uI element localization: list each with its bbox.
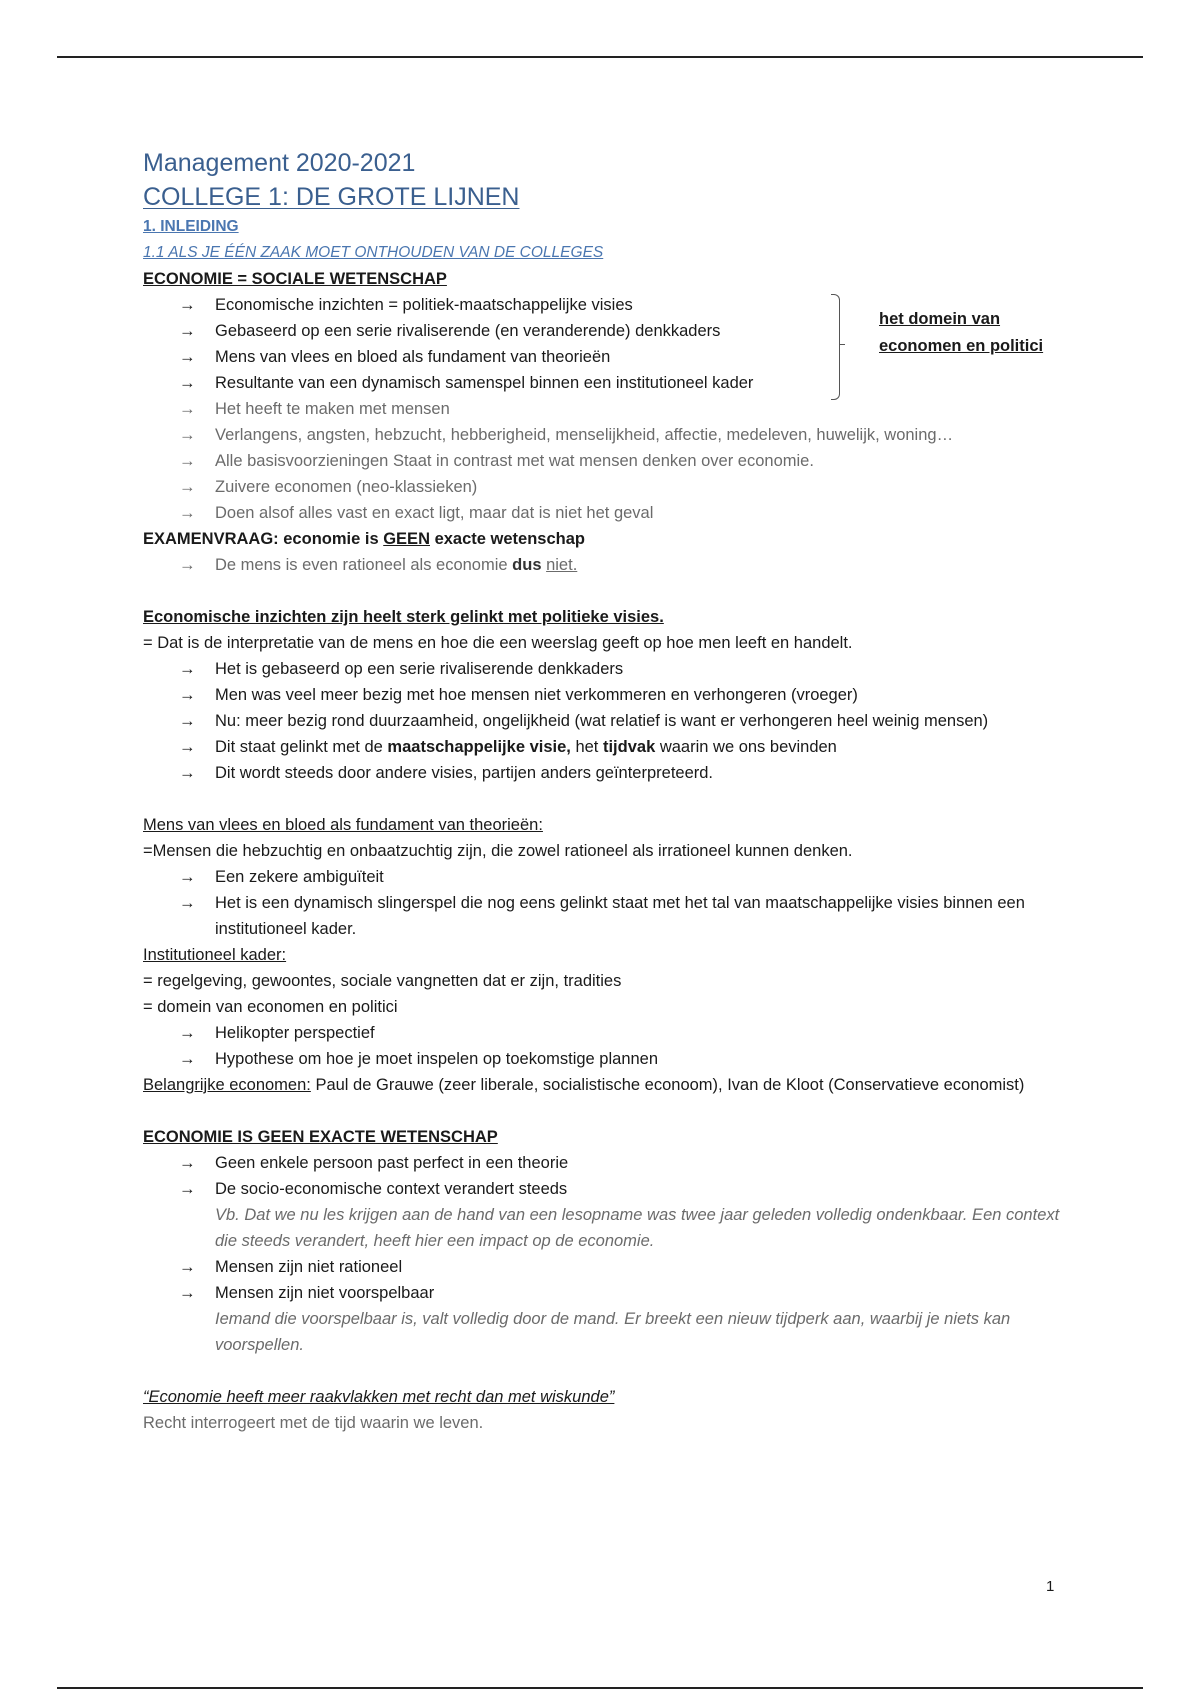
arrow-icon: → <box>179 556 196 574</box>
footer-rule <box>57 1687 1143 1689</box>
document-body <box>143 146 1063 1436</box>
arrow-icon: → <box>179 1180 196 1198</box>
list-item: → Men was veel meer bezig met hoe mensen niet verkommeren en verhongeren (vroeger) <box>143 682 1063 708</box>
list-item: → De socio-economische context verandert steeds <box>143 1176 1063 1202</box>
eco-heading: ECONOMIE = SOCIALE WETENSCHAP <box>143 270 447 288</box>
list-item: → Mensen zijn niet voorspelbaar <box>143 1280 1063 1306</box>
mens-bullet-list <box>143 864 1063 942</box>
section-heading-1-1: 1.1 ALS JE ÉÉN ZAAK MOET ONTHOUDEN VAN DE COLLEGES <box>143 244 604 261</box>
arrow-icon: → <box>179 1284 196 1302</box>
arrow-icon: → <box>179 868 196 886</box>
arrow-icon: → <box>179 426 196 444</box>
mens-definition: =Mensen die hebzuchtig en onbaatzuchtig zijn, die zowel rationeel als irrationeel kunnen denken. <box>143 842 853 860</box>
arrow-icon: → <box>179 296 196 314</box>
arrow-icon: → <box>179 738 196 756</box>
arrow-icon: → <box>179 322 196 340</box>
arrow-icon: → <box>179 660 196 678</box>
arrow-icon: → <box>179 712 196 730</box>
list-item: → Helikopter perspectief <box>143 1020 1063 1046</box>
arrow-icon: → <box>179 1050 196 1068</box>
list-item: → Het heeft te maken met mensen <box>143 396 1063 422</box>
arrow-icon: → <box>179 1258 196 1276</box>
list-item: → De mens is even rationeel als economie dus niet. <box>143 552 1063 578</box>
arrow-icon: → <box>179 764 196 782</box>
list-item: → Zuivere economen (neo-klassieken) <box>143 474 1063 500</box>
list-item: → Mens van vlees en bloed als fundament van theorieën <box>143 344 1063 370</box>
arrow-icon: → <box>179 894 196 912</box>
inst-heading: Institutioneel kader: <box>143 946 287 964</box>
domain-group <box>143 292 1063 396</box>
list-item: → Nu: meer bezig rond duurzaamheid, ongelijkheid (wat relatief is want er verhongeren heel weinig mensen) <box>143 708 1063 734</box>
list-item: → Geen enkele persoon past perfect in een theorie <box>143 1150 1063 1176</box>
exam-question: EXAMENVRAAG: economie is GEEN exacte wetenschap <box>143 530 585 548</box>
exact-heading: ECONOMIE IS GEEN EXACTE WETENSCHAP <box>143 1128 498 1146</box>
list-item: → Het is gebaseerd op een serie rivaliserende denkkaders <box>143 656 1063 682</box>
list-item: → Een zekere ambiguïteit <box>143 864 1063 890</box>
brace-tip <box>839 344 845 345</box>
example-note: Iemand die voorspelbaar is, valt volledig door de mand. Er breekt een nieuw tijdperk aan, waarbij je niets kan voorspellen. <box>215 1310 1011 1354</box>
list-item: → Resultante van een dynamisch samenspel binnen een institutioneel kader <box>143 370 1063 396</box>
page-title: Management 2020-2021 <box>143 149 416 177</box>
arrow-icon: → <box>179 348 196 366</box>
inst-line: = regelgeving, gewoontes, sociale vangnetten dat er zijn, tradities <box>143 972 622 990</box>
arrow-icon: → <box>179 686 196 704</box>
example-note: Vb. Dat we nu les krijgen aan de hand van een lesopname was twee jaar geleden volledig ondenkbaar. Een context die steeds verandert, heeft hier een impact op de economie. <box>215 1206 1060 1250</box>
list-item: → Economische inzichten = politiek-maatschappelijke visies <box>143 292 1063 318</box>
politics-heading: Economische inzichten zijn heelt sterk gelinkt met politieke visies. <box>143 608 664 626</box>
gray-bullet-list <box>143 396 1063 526</box>
section-heading-1: 1. INLEIDING <box>143 218 239 235</box>
arrow-icon: → <box>179 1154 196 1172</box>
arrow-icon: → <box>179 400 196 418</box>
college-heading: COLLEGE 1: DE GROTE LIJNEN <box>143 183 520 211</box>
list-item: → Dit wordt steeds door andere visies, partijen anders geïnterpreteerd. <box>143 760 1063 786</box>
exact-bullet-list <box>143 1150 1063 1202</box>
inst-line: = domein van economen en politici <box>143 998 398 1016</box>
list-item: → Dit staat gelinkt met de maatschappelijke visie, het tijdvak waarin we ons bevinden <box>143 734 1063 760</box>
list-item: → Mensen zijn niet rationeel <box>143 1254 1063 1280</box>
arrow-icon: → <box>179 374 196 392</box>
brace-icon <box>831 294 840 400</box>
list-item: → Verlangens, angsten, hebzucht, hebberigheid, menselijkheid, affectie, medeleven, huwelijk, woning… <box>143 422 1063 448</box>
arrow-icon: → <box>179 1024 196 1042</box>
page-number: 1 <box>1046 1578 1055 1595</box>
quote: “Economie heeft meer raakvlakken met recht dan met wiskunde” <box>143 1388 615 1406</box>
domain-label: het domein van economen en politici <box>879 310 1044 355</box>
list-item: → Hypothese om hoe je moet inspelen op toekomstige plannen <box>143 1046 1063 1072</box>
arrow-icon: → <box>179 452 196 470</box>
quote-line: Recht interrogeert met de tijd waarin we leven. <box>143 1414 484 1432</box>
mens-heading: Mens van vlees en bloed als fundament van theorieën: <box>143 816 543 834</box>
exam-bullet-list <box>143 552 1063 578</box>
list-item: → Doen alsof alles vast en exact ligt, maar dat is niet het geval <box>143 500 1063 526</box>
important-economists: Belangrijke economen: Paul de Grauwe (zeer liberale, socialistische econoom), Ivan de Kloot (Conservatieve economist) <box>143 1076 1025 1094</box>
list-item: → Het is een dynamisch slingerspel die nog eens gelinkt staat met het tal van maatschappelijke visies binnen een institutioneel kader. <box>143 890 1063 942</box>
list-item: → Alle basisvoorzieningen Staat in contrast met wat mensen denken over economie. <box>143 448 1063 474</box>
list-item: → Gebaseerd op een serie rivaliserende (en veranderende) denkkaders <box>143 318 1063 344</box>
arrow-icon: → <box>179 478 196 496</box>
arrow-icon: → <box>179 504 196 522</box>
exact-bullet-list-2 <box>143 1254 1063 1306</box>
inst-bullet-list <box>143 1020 1063 1072</box>
header-rule <box>57 56 1143 58</box>
politics-bullet-list <box>143 656 1063 786</box>
politics-definition: = Dat is de interpretatie van de mens en hoe die een weerslag geeft op hoe men leeft en handelt. <box>143 634 853 652</box>
